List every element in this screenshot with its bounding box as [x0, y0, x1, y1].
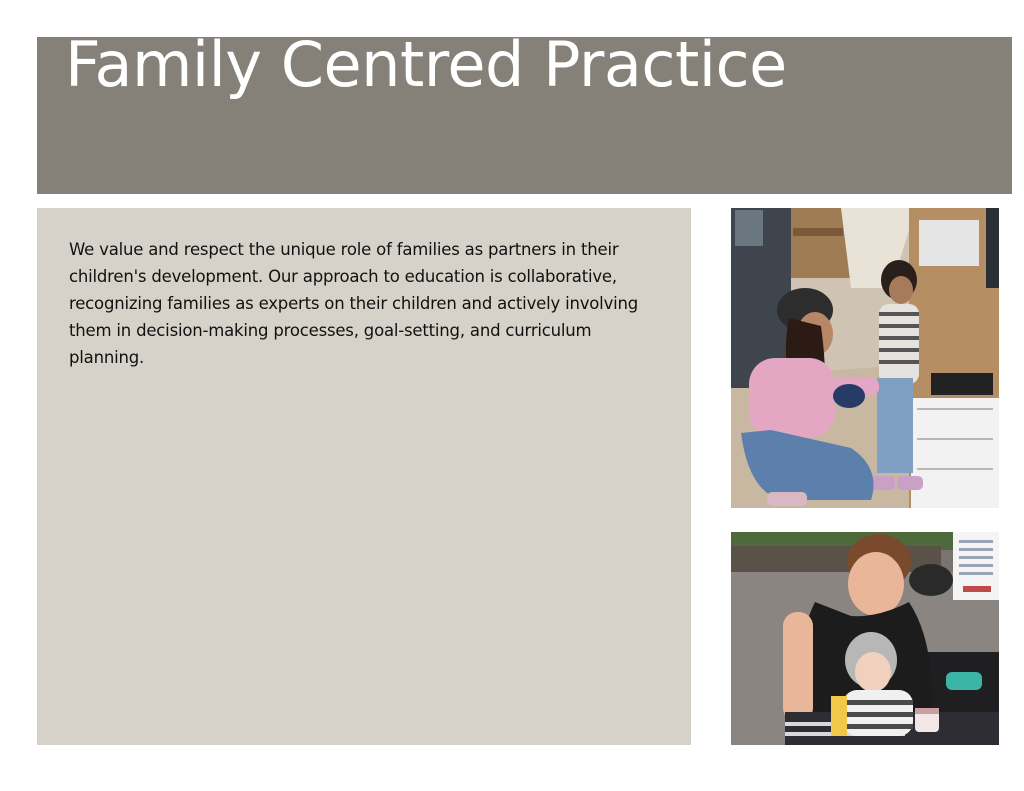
text-panel [37, 208, 691, 745]
header-band [37, 28, 1012, 194]
page-title: Family Centred Practice [65, 28, 787, 101]
photo-outdoor [731, 532, 999, 745]
photo-classroom [731, 208, 999, 508]
body-paragraph: We value and respect the unique role of families as partners in their children's development. Our approach to education is collaborative, recognizing families as experts on their children and actively involving them in decision-making processes, goal-setting, and curriculum planning. [69, 240, 639, 367]
